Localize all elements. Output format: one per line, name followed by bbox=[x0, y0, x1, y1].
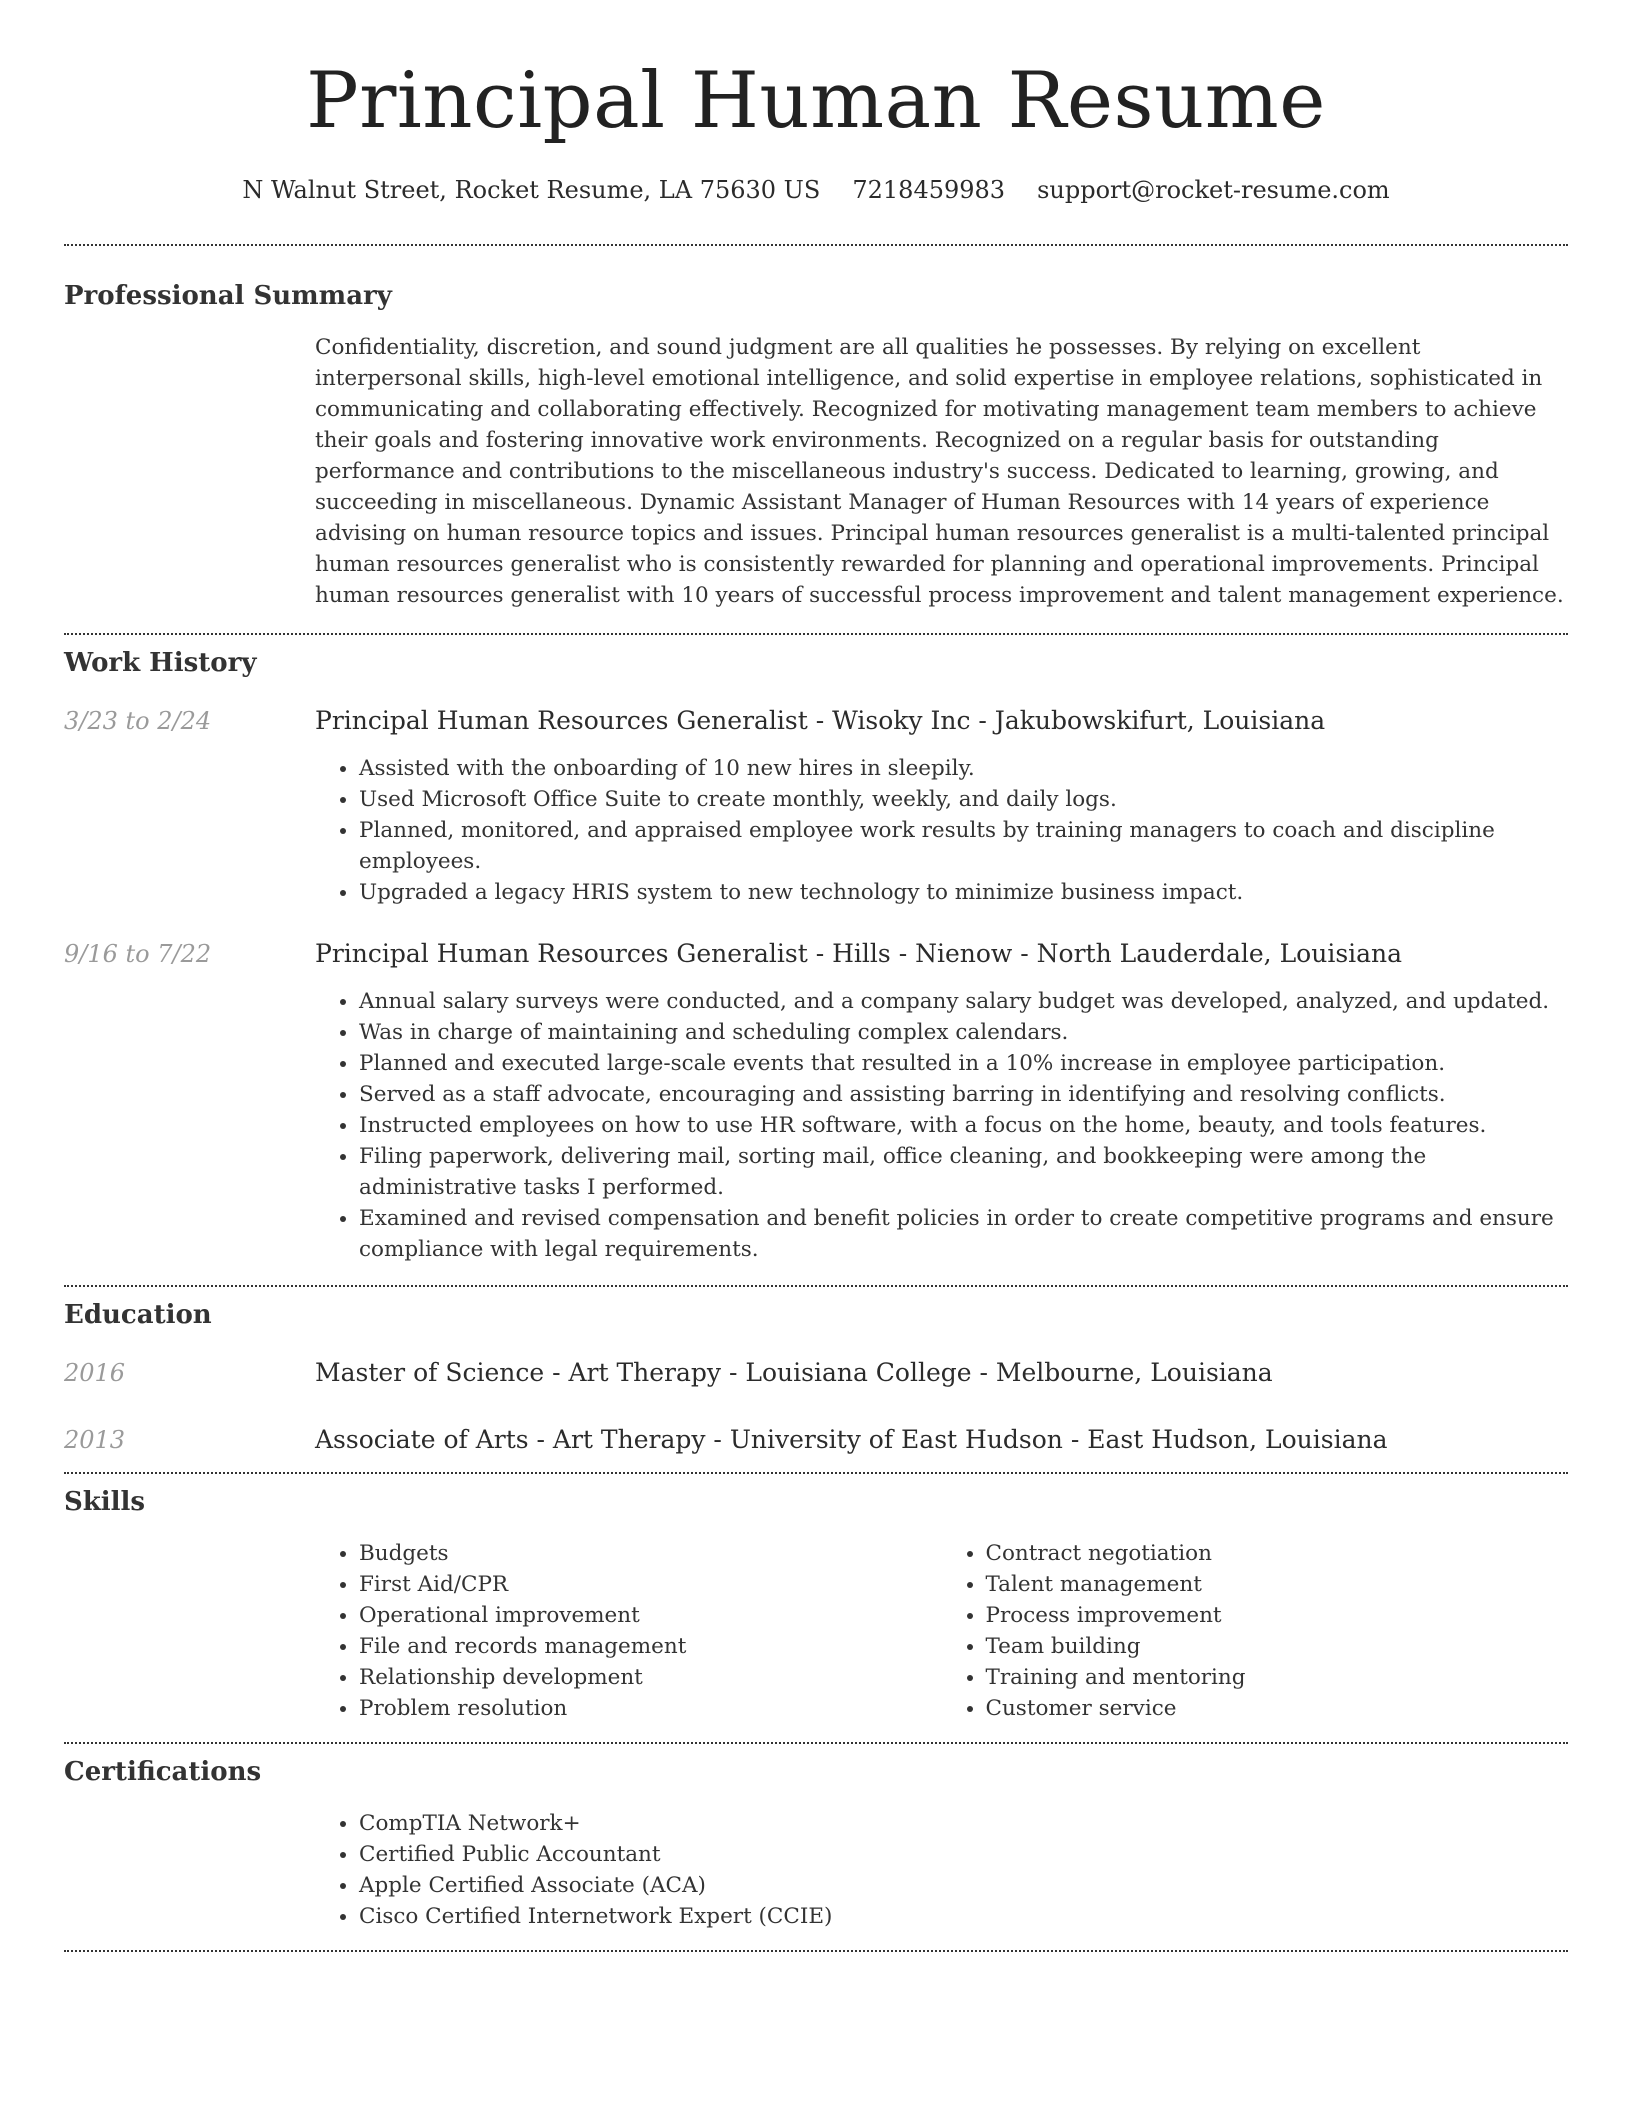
contact-address: N Walnut Street, Rocket Resume, LA 75630 US bbox=[242, 176, 821, 204]
certifications-list bbox=[315, 1808, 1568, 1932]
list-item: • Served as a staff advocate, encouraging and assisting barring in identifying and resolving conflicts. bbox=[359, 1079, 1568, 1110]
list-item: • Examined and revised compensation and benefit policies in order to create competitive programs and ensure compliance with legal requirements. bbox=[359, 1203, 1568, 1265]
section-divider bbox=[64, 1742, 1568, 1744]
list-item: • File and records management bbox=[359, 1631, 942, 1662]
list-item: • Planned, monitored, and appraised employee work results by training managers to coach and discipline employees. bbox=[359, 815, 1568, 877]
list-item: • Team building bbox=[986, 1631, 1569, 1662]
list-item: • Contract negotiation bbox=[986, 1538, 1569, 1569]
skills-list-left bbox=[315, 1538, 942, 1724]
job-bullets bbox=[315, 753, 1568, 908]
work-history-heading: Work History bbox=[64, 648, 257, 678]
section-divider bbox=[64, 1285, 1568, 1287]
contact-email: support@rocket-resume.com bbox=[1037, 176, 1390, 204]
list-item: • Assisted with the onboarding of 10 new hires in sleepily. bbox=[359, 753, 1568, 784]
certifications-section bbox=[64, 1756, 1568, 1932]
certifications-body bbox=[64, 1808, 1568, 1932]
list-item: • First Aid/CPR bbox=[359, 1569, 942, 1600]
job-dates: 3/23 to 2/24 bbox=[64, 707, 212, 735]
list-item: • Training and mentoring bbox=[986, 1662, 1569, 1693]
summary-text: Confidentiality, discretion, and sound judgment are all qualities he possesses. By relying on excellent interpersonal skills, high-level emotional intelligence, and solid expertise in employee relations, sophisticated in communicating and collaborating effectively. Recognized for motivating management team members to achieve their goals and fostering innovative work environments. Recognized on a regular basis for outstanding performance and contributions to the miscellaneous industry's success. Dedicated to learning, growing, and succeeding in miscellaneous. Dynamic Assistant Manager of Human Resources with 14 years of experience advising on human resource topics and issues. Principal human resources generalist is a multi-talented principal human resources generalist who is consistently rewarded for planning and operational improvements. Principal human resources generalist with 10 years of successful process improvement and talent management experience. bbox=[315, 335, 1564, 608]
list-item: • CompTIA Network+ bbox=[359, 1808, 1568, 1839]
contact-phone: 7218459983 bbox=[852, 176, 1006, 204]
job-details bbox=[315, 938, 1568, 1265]
list-item: • Used Microsoft Office Suite to create monthly, weekly, and daily logs. bbox=[359, 784, 1568, 815]
section-divider bbox=[64, 633, 1568, 635]
list-item: • Planned and executed large-scale events that resulted in a 10% increase in employee participation. bbox=[359, 1048, 1568, 1079]
list-item: • Instructed employees on how to use HR software, with a focus on the home, beauty, and tools features. bbox=[359, 1110, 1568, 1141]
list-item: • Annual salary surveys were conducted, and a company salary budget was developed, analyzed, and updated. bbox=[359, 986, 1568, 1017]
work-history-section bbox=[64, 647, 1568, 1265]
section-divider bbox=[64, 1472, 1568, 1474]
job-entry bbox=[64, 705, 1568, 908]
job-bullets bbox=[315, 986, 1568, 1265]
list-item: • Budgets bbox=[359, 1538, 942, 1569]
skills-list-right bbox=[942, 1538, 1569, 1724]
skills-section bbox=[64, 1486, 1568, 1724]
section-divider bbox=[64, 244, 1568, 246]
list-item: • Apple Certified Associate (ACA) bbox=[359, 1870, 1568, 1901]
contact-line bbox=[64, 174, 1568, 206]
education-degree: Master of Science - Art Therapy - Louisiana College - Melbourne, Louisiana bbox=[315, 1358, 1273, 1387]
list-item: • Customer service bbox=[986, 1693, 1569, 1724]
job-entry bbox=[64, 938, 1568, 1265]
resume-header bbox=[64, 50, 1568, 206]
list-item: • Operational improvement bbox=[359, 1600, 942, 1631]
skills-heading: Skills bbox=[64, 1487, 146, 1517]
education-degree: Associate of Arts - Art Therapy - University of East Hudson - East Hudson, Louisiana bbox=[315, 1425, 1388, 1454]
list-item: • Process improvement bbox=[986, 1600, 1569, 1631]
skills-grid bbox=[64, 1538, 1568, 1724]
list-item: • Relationship development bbox=[359, 1662, 942, 1693]
list-item: • Upgraded a legacy HRIS system to new technology to minimize business impact. bbox=[359, 877, 1568, 908]
summary-heading: Professional Summary bbox=[64, 281, 392, 311]
job-details bbox=[315, 705, 1568, 908]
list-item: • Was in charge of maintaining and scheduling complex calendars. bbox=[359, 1017, 1568, 1048]
summary-section bbox=[64, 280, 1568, 611]
list-item: • Cisco Certified Internetwork Expert (CCIE) bbox=[359, 1901, 1568, 1932]
education-entry bbox=[64, 1424, 1568, 1456]
job-heading: Principal Human Resources Generalist - Hills - Nienow - North Lauderdale, Louisiana bbox=[315, 939, 1403, 968]
candidate-name: Principal Human Resume bbox=[306, 56, 1326, 146]
education-year: 2016 bbox=[64, 1359, 126, 1387]
education-section bbox=[64, 1299, 1568, 1456]
job-heading: Principal Human Resources Generalist - Wisoky Inc - Jakubowskifurt, Louisiana bbox=[315, 706, 1326, 735]
list-item: • Problem resolution bbox=[359, 1693, 942, 1724]
list-item: • Filing paperwork, delivering mail, sorting mail, office cleaning, and bookkeeping were among the administrative tasks I performed. bbox=[359, 1141, 1568, 1203]
job-dates: 9/16 to 7/22 bbox=[64, 940, 212, 968]
education-entry bbox=[64, 1357, 1568, 1389]
education-heading: Education bbox=[64, 1300, 212, 1330]
education-year: 2013 bbox=[64, 1426, 126, 1454]
list-item: • Talent management bbox=[986, 1569, 1569, 1600]
list-item: • Certified Public Accountant bbox=[359, 1839, 1568, 1870]
section-divider bbox=[64, 1950, 1568, 1952]
certifications-heading: Certifications bbox=[64, 1757, 262, 1787]
